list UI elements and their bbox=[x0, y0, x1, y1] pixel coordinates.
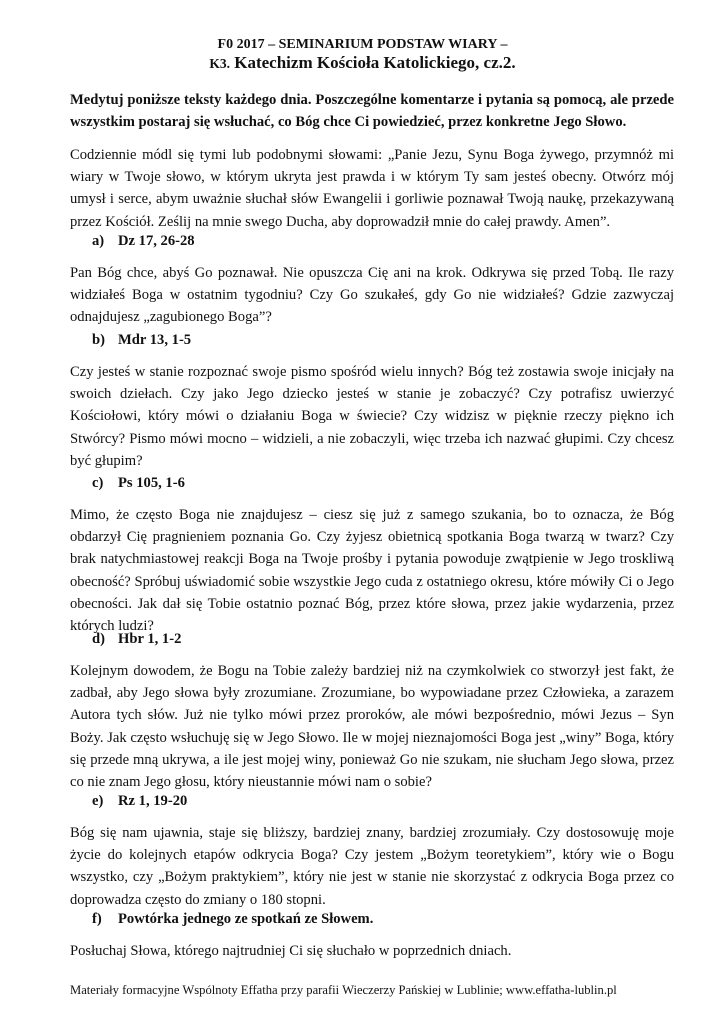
section-ref: Dz 17, 26-28 bbox=[118, 233, 195, 249]
section-text-a: Pan Bóg chce, abyś Go poznawał. Nie opuszcza Cię ani na krok. Odkrywa się przed Tobą. Ile razy widziałeś Boga w ostatnim tygodniu? Czy Go szukałeś, gdy Go nie widziałeś? Gdzie zazwyczaj odnajdujesz „zagubionego Boga”? bbox=[70, 265, 674, 326]
section-heading-c bbox=[92, 474, 185, 492]
section-letter: f) bbox=[92, 911, 102, 927]
section-text-c: Mimo, że często Boga nie znajdujesz – ciesz się już z samego szukania, bo to oznacza, że Bóg obdarzył Cię pragnieniem poznania Go. Czy żyjesz obietnicą spotkania Boga twarzą w twarz? Czy brak natychmiastowej reakcji Boga na Twoje prośby i pytania powoduje zwątpienie w Jego troskliwą obecność? Spróbuj uświadomić sobie wszystkie Jego cuda z ostatniego okresu, które mówiły Ci o Jego obecności. Jak dał się Tobie ostatnio poznać Bóg, przez które słowa, przez jakie wydarzenia, przez których ludzi? bbox=[70, 507, 674, 635]
section-heading-a bbox=[92, 232, 195, 250]
section-letter: b) bbox=[92, 332, 105, 348]
intro-paragraph: Medytuj poniższe teksty każdego dnia. Poszczególne komentarze i pytania są pomocą, ale przede wszystkim postaraj się wsłuchać, co Bóg chce Ci powiedzieć, przez konkretne Jego Słowo. bbox=[70, 92, 674, 131]
prayer-paragraph: Codziennie módl się tymi lub podobnymi słowami: „Panie Jezu, Synu Boga żywego, przymnóż mi wiary w Twoje słowo, w którym ukryta jest prawda i w którym Ty sam jesteś obecny. Otwórz mój umysł i serce, abym uważnie słuchał słów Ewangelii i gorliwie poznawał Twoją naukę, przekazywaną przez Kościół. Ześlij na mnie swego Ducha, aby doprowadził mnie do całej prawdy. Amen”. bbox=[70, 147, 674, 230]
section-ref: Rz 1, 19-20 bbox=[118, 793, 188, 809]
section-ref: Ps 105, 1-6 bbox=[118, 475, 185, 491]
section-letter: c) bbox=[92, 475, 104, 491]
section-text-f: Posłuchaj Słowa, którego najtrudniej Ci się słuchało w poprzednich dniach. bbox=[70, 943, 512, 959]
section-heading-e bbox=[92, 792, 187, 810]
section-letter: e) bbox=[92, 793, 104, 809]
section-ref: Hbr 1, 1-2 bbox=[118, 631, 182, 647]
seminar-title: F0 2017 – SEMINARIUM PODSTAW WIARY – bbox=[217, 37, 508, 52]
section-letter: a) bbox=[92, 233, 105, 249]
section-text-b: Czy jesteś w stanie rozpoznać swoje pismo spośród wielu innych? Bóg też zostawia swoje inicjały na swoich dziełach. Czy jako Jego dziecko jesteś w stanie je zobaczyć? Czy potrafisz uwierzyć Kościołowi, który mówi o działaniu Boga w świecie? Czy widzisz w pięknie rzeczy piękno ich Stwórcy? Pismo mówi mocno – widzieli, a nie zobaczyli, więc trzeba ich nazwać głupimi. Czy chcesz być głupim? bbox=[70, 364, 674, 469]
section-heading-f bbox=[92, 910, 373, 928]
section-text-d: Kolejnym dowodem, że Bogu na Tobie zależy bardziej niż na czymkolwiek co stworzył jest fakt, że zadbał, aby Jego słowa były zrozumiane. Zrozumiane, bo wypowiadane przez Człowieka, a zarazem Autora tych słów. Już nie tylko mówi przez proroków, ale mówi bezpośrednio, mówi Jezus – Syn Boży. Jak często wsłuchuję się w Jego Słowo. Ile w mojej nieznajomości Boga jest „winy” Boga, który się przede mną ukrywa, a ile jest mojej winy, ponieważ Go nie szukam, nie słucham Jego słowa, przez co nie znam Jego głosu, który nieustannie mówi nam o sobie? bbox=[70, 663, 674, 791]
section-ref: Mdr 13, 1-5 bbox=[118, 332, 192, 348]
section-heading-d bbox=[92, 630, 181, 648]
lesson-name: Katechizm Kościoła Katolickiego, cz.2. bbox=[234, 53, 516, 72]
page-footer: Materiały formacyjne Wspólnoty Effatha przy parafii Wieczerzy Pańskiej w Lublinie; www.effatha-lublin.pl bbox=[70, 983, 617, 997]
section-letter: d) bbox=[92, 631, 105, 647]
lesson-title bbox=[0, 53, 725, 74]
section-heading-b bbox=[92, 331, 191, 349]
section-ref: Powtórka jednego ze spotkań ze Słowem. bbox=[118, 911, 374, 927]
lesson-code: K3. bbox=[209, 56, 230, 71]
section-text-e: Bóg się nam ujawnia, staje się bliższy, bardziej znany, bardziej zrozumiały. Czy dostosowuję moje życie do kolejnych etapów odkrycia Boga? Czy jestem „Bożym teoretykiem”, który wie o Bogu wszystko, czy „Bożym praktykiem”, który nie jest w stanie nie skorzystać z odkrycia Boga przez co doprowadza często do zmiany o 180 stopni. bbox=[70, 825, 674, 908]
